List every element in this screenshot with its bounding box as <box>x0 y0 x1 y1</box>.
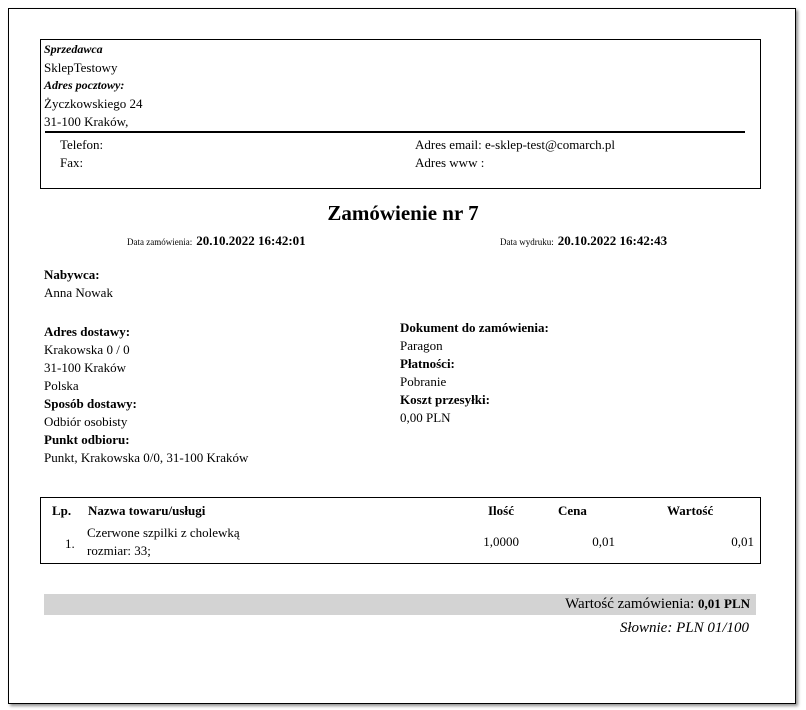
col-header-name: Nazwa towaru/usługi <box>88 503 206 518</box>
row-qty: 1,0000 <box>483 534 519 549</box>
pickup-point: Punkt, Krakowska 0/0, 31-100 Kraków <box>44 450 249 465</box>
seller-phone-label: Telefon: <box>60 137 104 152</box>
col-header-qty: Ilość <box>488 503 514 518</box>
order-title: Zamówienie nr 7 <box>327 201 479 225</box>
delivery-city: 31-100 Kraków <box>44 360 126 375</box>
delivery-street: Krakowska 0 / 0 <box>44 342 130 357</box>
col-header-lp: Lp. <box>52 503 72 518</box>
row-lp: 1. <box>65 536 75 551</box>
shipping-cost-label: Koszt przesyłki: <box>400 392 490 407</box>
seller-fax-label: Fax: <box>60 155 84 170</box>
seller-box <box>40 39 761 189</box>
row-value: 0,01 <box>731 534 754 549</box>
col-header-value: Wartość <box>667 503 714 518</box>
seller-email: Adres email: e-sklep-test@comarch.pl <box>415 137 616 152</box>
delivery-method-label: Sposób dostawy: <box>44 396 137 411</box>
row-price: 0,01 <box>592 534 615 549</box>
row-item-variant: rozmiar: 33; <box>87 543 151 558</box>
seller-www: Adres www : <box>415 155 485 170</box>
delivery-method: Odbiór osobisty <box>44 414 128 429</box>
col-header-price: Cena <box>558 503 587 518</box>
pickup-label: Punkt odbioru: <box>44 432 130 447</box>
seller-heading: Sprzedawca <box>44 42 103 56</box>
delivery-country: Polska <box>44 378 79 393</box>
order-total <box>444 596 750 613</box>
row-item-name: Czerwone szpilki z cholewką <box>87 525 240 540</box>
order-total-label: Wartość zamówienia: <box>565 596 695 612</box>
delivery-address-label: Adres dostawy: <box>44 324 131 339</box>
payment-method: Pobranie <box>400 374 447 389</box>
payments-label: Płatności: <box>400 356 455 371</box>
order-date-row <box>127 232 306 250</box>
seller-city: 31-100 Kraków, <box>44 114 129 129</box>
print-date-value: 20.10.2022 16:42:43 <box>557 233 668 248</box>
shipping-cost: 0,00 PLN <box>400 410 451 425</box>
order-date-value: 20.10.2022 16:42:01 <box>196 233 306 248</box>
seller-name: SklepTestowy <box>44 60 118 75</box>
order-total-value: 0,01 PLN <box>698 596 750 611</box>
print-date-row <box>500 232 667 250</box>
seller-street: Życzkowskiego 24 <box>44 96 143 111</box>
order-date-label: Data zamówienia: <box>127 237 193 247</box>
buyer-name: Anna Nowak <box>44 285 113 300</box>
document-label: Dokument do zamówienia: <box>400 320 549 335</box>
amount-in-words: Słownie: PLN 01/100 <box>619 620 749 636</box>
print-date-label: Data wydruku: <box>500 237 554 247</box>
seller-address-label: Adres pocztowy: <box>44 78 125 92</box>
buyer-label: Nabywca: <box>44 267 100 282</box>
seller-divider <box>45 131 745 133</box>
document-type: Paragon <box>400 338 443 353</box>
